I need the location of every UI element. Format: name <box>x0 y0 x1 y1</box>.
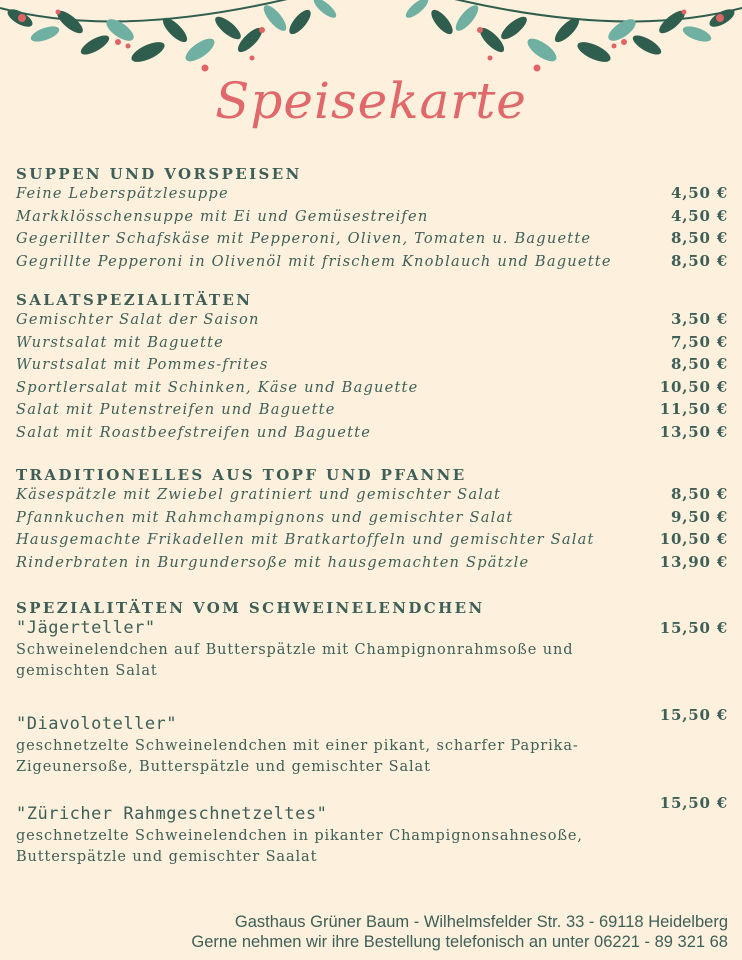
specialty-name: "Jägerteller" <box>16 618 156 638</box>
item-price: 9,50 € <box>671 507 728 526</box>
item-price: 4,50 € <box>671 184 728 202</box>
item-price: 8,50 € <box>671 251 728 270</box>
item-price: 11,50 € <box>659 400 728 419</box>
menu-item <box>16 355 728 378</box>
section-salads <box>16 290 728 446</box>
specialty-name: "Züricher Rahmgeschnetzeltes" <box>16 804 328 824</box>
specialty-description: geschnetzelte Schweinelendchen in pikanter Champignonsahnesoße, Butterspätzle und gemischter Saalat <box>16 828 583 865</box>
item-name: Sportlersalat mit Schinken, Käse und Baguette <box>16 378 419 396</box>
item-name: Hausgemachte Frikadellen mit Bratkartoffeln und gemischter Salat <box>16 531 595 549</box>
item-name: Wurstsalat mit Pommes-frites <box>16 356 269 374</box>
item-price: 10,50 € <box>659 530 728 549</box>
item-price: 15,50 € <box>659 706 728 724</box>
menu-item <box>16 184 728 207</box>
menu-item <box>16 485 728 508</box>
item-price: 8,50 € <box>671 485 728 503</box>
menu-item <box>16 310 728 333</box>
section-heading: TRADITIONELLES AUS TOPF UND PFANNE <box>16 466 467 484</box>
item-price: 15,50 € <box>659 794 728 812</box>
item-name: Gegrillte Pepperoni in Olivenöl mit frischem Knoblauch und Baguette <box>16 252 612 270</box>
item-name: Feine Leberspätzlesuppe <box>16 185 229 202</box>
specialty-name: "Diavoloteller" <box>16 714 178 734</box>
footer-address: Gasthaus Grüner Baum - Wilhelmsfelder Str. 33 - 69118 Heidelberg <box>234 913 728 931</box>
item-price: 3,50 € <box>671 310 728 328</box>
item-name: Wurstsalat mit Baguette <box>16 333 224 351</box>
menu-item <box>16 378 728 401</box>
item-name: Salat mit Roastbeefstreifen und Baguette <box>16 423 372 441</box>
item-name: Rinderbraten in Burgundersoße mit hausgemachten Spätzle <box>16 553 530 571</box>
section-traditional <box>16 465 728 575</box>
specialty-item <box>16 706 728 778</box>
section-heading: SPEZIALITÄTEN VOM SCHWEINELENDCHEN <box>16 599 485 617</box>
footer-phone: Gerne nehmen wir ihre Bestellung telefonisch an unter 06221 - 89 321 68 <box>191 933 728 951</box>
item-name: Gemischter Salat der Saison <box>16 311 260 328</box>
specialty-description: Schweinelendchen auf Butterspätzle mit Champignonrahmsoße und gemischten Salat <box>16 642 574 679</box>
menu-item <box>16 229 728 252</box>
item-price: 10,50 € <box>659 377 728 396</box>
item-price: 13,50 € <box>659 422 728 441</box>
menu-item <box>16 553 728 576</box>
item-price: 7,50 € <box>671 332 728 351</box>
section-soups-starters <box>16 164 728 274</box>
item-name: Käsespätzle mit Zwiebel gratiniert und gemischter Salat <box>16 486 502 503</box>
menu-item <box>16 530 728 553</box>
footer <box>191 912 728 952</box>
item-name: Markklösschensuppe mit Ei und Gemüsestreifen <box>16 207 429 225</box>
item-name: Pfannkuchen mit Rahmchampignons und gemischter Salat <box>16 508 514 526</box>
menu-item <box>16 423 728 446</box>
section-specialties <box>16 598 728 618</box>
item-name: Salat mit Putenstreifen und Baguette <box>16 401 336 419</box>
section-heading: SALATSPEZIALITÄTEN <box>16 291 253 309</box>
section-heading: SUPPEN UND VORSPEISEN <box>16 165 302 183</box>
specialty-item <box>16 618 728 682</box>
menu-title: Speisekarte <box>215 72 527 130</box>
item-price: 4,50 € <box>671 206 728 225</box>
menu-item <box>16 508 728 531</box>
menu-item <box>16 333 728 356</box>
menu-item <box>16 252 728 275</box>
specialty-description: geschnetzelte Schweinelendchen mit einer pikant, scharfer Paprika-Zigeunersoße, Butterspätzle und gemischter Salat <box>16 738 579 775</box>
menu-item <box>16 400 728 423</box>
item-price: 8,50 € <box>671 229 728 248</box>
item-price: 13,90 € <box>659 552 728 571</box>
item-name: Gegerillter Schafskäse mit Pepperoni, Oliven, Tomaten u. Baguette <box>16 230 592 248</box>
item-price: 8,50 € <box>671 355 728 374</box>
specialty-item <box>16 794 728 868</box>
menu-item <box>16 207 728 230</box>
item-price: 15,50 € <box>659 619 728 637</box>
